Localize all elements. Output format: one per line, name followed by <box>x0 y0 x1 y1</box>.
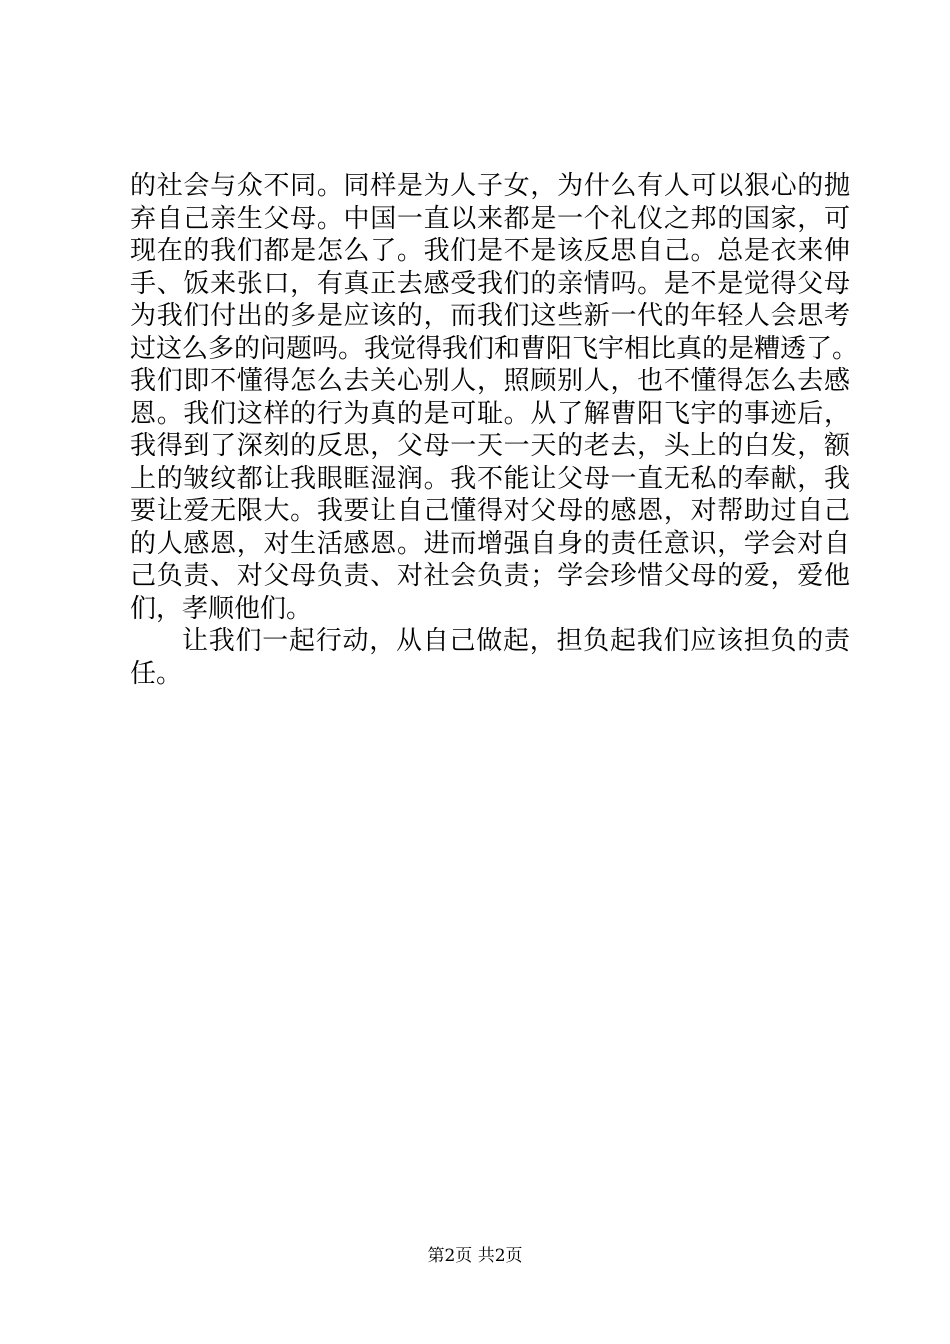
body-text <box>130 170 859 690</box>
text-line: 过这么多的问题吗。我觉得我们和曹阳飞宇相比真的是糟透了。 <box>130 333 859 364</box>
text-line: 己负责、对父母负责、对社会负责；学会珍惜父母的爱，爱他 <box>130 561 850 591</box>
text-line: 弃自己亲生父母。中国一直以来都是一个礼仪之邦的国家，可 <box>130 203 850 234</box>
page-number-footer: 第2页 共2页 <box>427 1246 523 1266</box>
text-line: 任。 <box>130 658 183 689</box>
text-line: 恩。我们这样的行为真的是可耻。从了解曹阳飞宇的事迹后， <box>130 398 850 429</box>
text-line: 现在的我们都是怎么了。我们是不是该反思自己。总是衣来伸 <box>130 236 850 266</box>
text-line: 的社会与众不同。同样是为人子女，为什么有人可以狠心的抛 <box>130 171 850 201</box>
text-line: 手、饭来张口，有真正去感受我们的亲情吗。是不是觉得父母 <box>130 268 850 299</box>
text-line: 上的皱纹都让我眼眶湿润。我不能让父母一直无私的奉献，我 <box>130 463 850 494</box>
text-line-paragraph-start: 让我们一起行动，从自己做起，担负起我们应该担负的责 <box>182 626 850 656</box>
text-line: 要让爱无限大。我要让自己懂得对父母的感恩，对帮助过自己 <box>130 496 850 526</box>
text-line: 我们即不懂得怎么去关心别人，照顾别人，也不懂得怎么去感 <box>130 366 850 396</box>
text-line: 为我们付出的多是应该的，而我们这些新一代的年轻人会思考 <box>130 301 850 331</box>
text-line: 的人感恩，对生活感恩。进而增强自身的责任意识，学会对自 <box>130 528 850 559</box>
text-line: 们，孝顺他们。 <box>130 593 313 624</box>
text-line: 我得到了深刻的反思，父母一天一天的老去，头上的白发，额 <box>130 431 850 461</box>
